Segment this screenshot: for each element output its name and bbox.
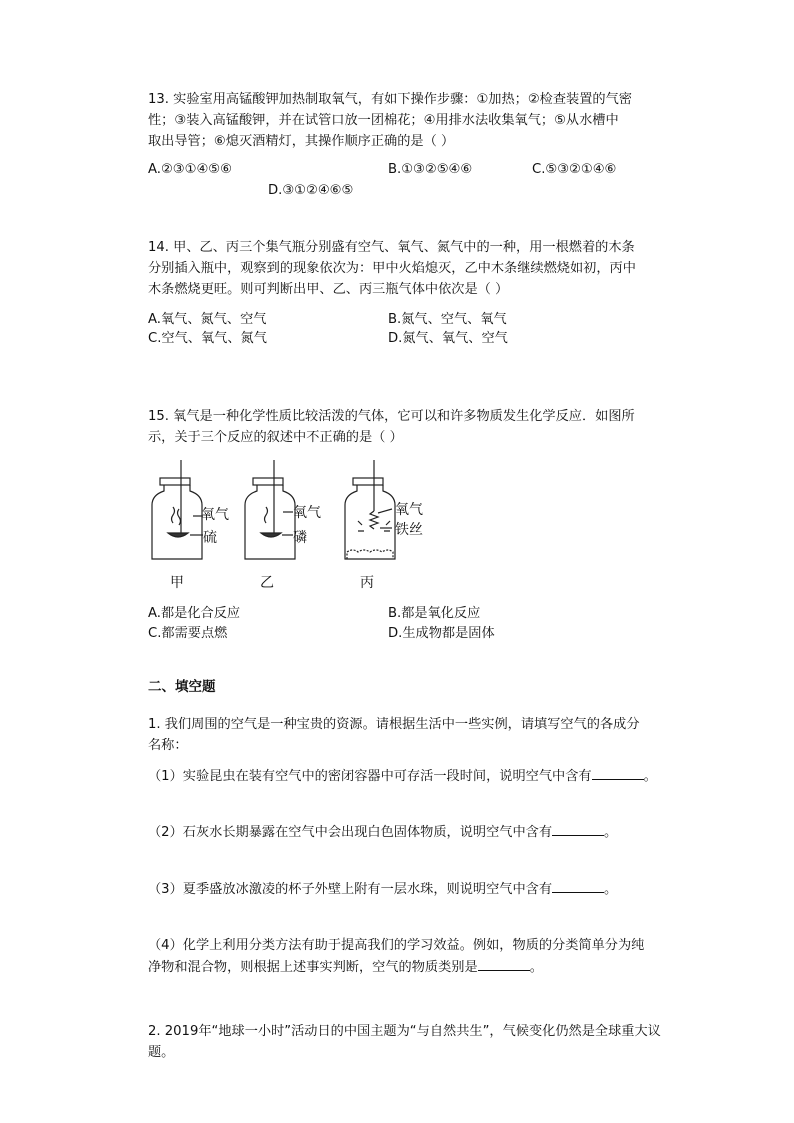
fill1-sub-3-end: 。 xyxy=(604,882,618,897)
q14-option-d[interactable]: D.氮气、氧气、空气 xyxy=(388,331,508,346)
fill1-line-2: 名称： xyxy=(148,738,188,753)
q14-line-3: 木条燃烧更旺。则可判断出甲、乙、丙三瓶气体中依次是（ ） xyxy=(148,282,509,297)
q15-option-c[interactable]: C.都需要点燃 xyxy=(148,626,228,641)
fill1-sub-1-text: （1）实验昆虫在装有空气中的密闭容器中可存活一段时间，说明空气中含有 xyxy=(148,769,592,784)
fill-question-1 xyxy=(148,714,688,756)
question-14 xyxy=(148,237,688,300)
q14-option-b[interactable]: B.氮气、空气、氧气 xyxy=(388,312,507,327)
jar-bing-substance-label: 铁丝 xyxy=(395,522,423,538)
q15-line-2: 示，关于三个反应的叙述中不正确的是（ ） xyxy=(148,430,403,445)
fill1-sub-3 xyxy=(148,878,688,900)
jar-jia-gas-label: 氧气 xyxy=(201,507,229,523)
fill2-line-1: 2. 2019年“地球一小时”活动日的中国主题为“与自然共生”，气候变化仍然是全球重大议 xyxy=(148,1024,661,1039)
fill2-line-2: 题。 xyxy=(148,1045,175,1060)
q14-option-a[interactable]: A.氧气、氮气、空气 xyxy=(148,312,267,327)
q15-option-d[interactable]: D.生成物都是固体 xyxy=(388,626,495,641)
q13-option-d[interactable]: D.③①②④⑥⑤ xyxy=(268,183,354,198)
fill1-sub-4-line-1: （4）化学上利用分类方法有助于提高我们的学习效益。例如，物质的分类简单分为纯 xyxy=(148,938,645,953)
gas-jars-figure xyxy=(148,455,448,595)
q13-line-3: 取出导管；⑥熄灭酒精灯，其操作顺序正确的是（ ） xyxy=(148,134,455,149)
q13-option-c[interactable]: C.⑤③②①④⑥ xyxy=(532,162,617,177)
fill1-sub-1-blank[interactable] xyxy=(592,765,644,780)
q13-line-1: 13. 实验室用高锰酸钾加热制取氧气，有如下操作步骤：①加热；②检查装置的气密 xyxy=(148,92,632,107)
fill-question-2 xyxy=(148,1021,688,1063)
q15-option-a[interactable]: A.都是化合反应 xyxy=(148,606,241,621)
q13-option-b[interactable]: B.①③②⑤④⑥ xyxy=(388,162,473,177)
q15-line-1: 15. 氧气是一种化学性质比较活泼的气体，它可以和许多物质发生化学反应．如图所 xyxy=(148,409,635,424)
jar-bing xyxy=(345,460,395,559)
q14-option-c[interactable]: C.空气、氧气、氮气 xyxy=(148,331,267,346)
q14-line-2: 分别插入瓶中，观察到的现象依次为：甲中火焰熄灭，乙中木条继续燃烧如初，丙中 xyxy=(148,261,636,276)
question-13 xyxy=(148,89,688,152)
fill1-sub-4-text: 净物和混合物，则根据上述事实判断，空气的物质类别是 xyxy=(148,960,478,975)
q15-option-b[interactable]: B.都是氧化反应 xyxy=(388,606,481,621)
fill1-sub-2-text: （2）石灰水长期暴露在空气中会出现白色固体物质，说明空气中含有 xyxy=(148,825,553,840)
section-2-title: 二、填空题 xyxy=(148,679,216,695)
fill1-sub-1-end: 。 xyxy=(643,769,657,784)
q13-option-a[interactable]: A.②③①④⑤⑥ xyxy=(148,162,232,177)
jar-bing-caption: 丙 xyxy=(360,575,374,591)
fill1-sub-4-blank[interactable] xyxy=(478,956,530,971)
fill1-sub-2 xyxy=(148,821,688,843)
fill1-sub-2-end: 。 xyxy=(604,825,618,840)
fill1-sub-3-blank[interactable] xyxy=(552,878,604,893)
jar-yi-substance-label: 磷 xyxy=(293,530,307,546)
jar-jia xyxy=(152,460,203,559)
jar-yi-gas-label: 氧气 xyxy=(293,505,321,521)
fill1-sub-4-line-2 xyxy=(148,956,688,977)
q13-line-2: 性；③装入高锰酸钾，并在试管口放一团棉花；④用排水法收集氧气；⑤从水槽中 xyxy=(148,113,619,128)
fill1-sub-3-text: （3）夏季盛放冰激凌的杯子外壁上附有一层水珠，则说明空气中含有 xyxy=(148,882,553,897)
fill1-sub-2-blank[interactable] xyxy=(552,821,604,836)
jar-jia-caption: 甲 xyxy=(170,575,184,591)
jar-yi xyxy=(245,460,295,559)
fill1-line-1: 1. 我们周围的空气是一种宝贵的资源。请根据生活中一些实例，请填写空气的各成分 xyxy=(148,717,640,732)
jar-jia-substance-label: 硫 xyxy=(203,530,217,546)
jar-yi-caption: 乙 xyxy=(260,575,274,591)
q14-line-1: 14. 甲、乙、丙三个集气瓶分别盛有空气、氧气、氮气中的一种，用一根燃着的木条 xyxy=(148,240,635,255)
fill1-sub-4 xyxy=(148,935,688,977)
jar-bing-gas-label: 氧气 xyxy=(395,502,423,518)
fill1-sub-4-end: 。 xyxy=(529,960,543,975)
fill1-sub-1 xyxy=(148,765,688,787)
question-15 xyxy=(148,406,688,448)
